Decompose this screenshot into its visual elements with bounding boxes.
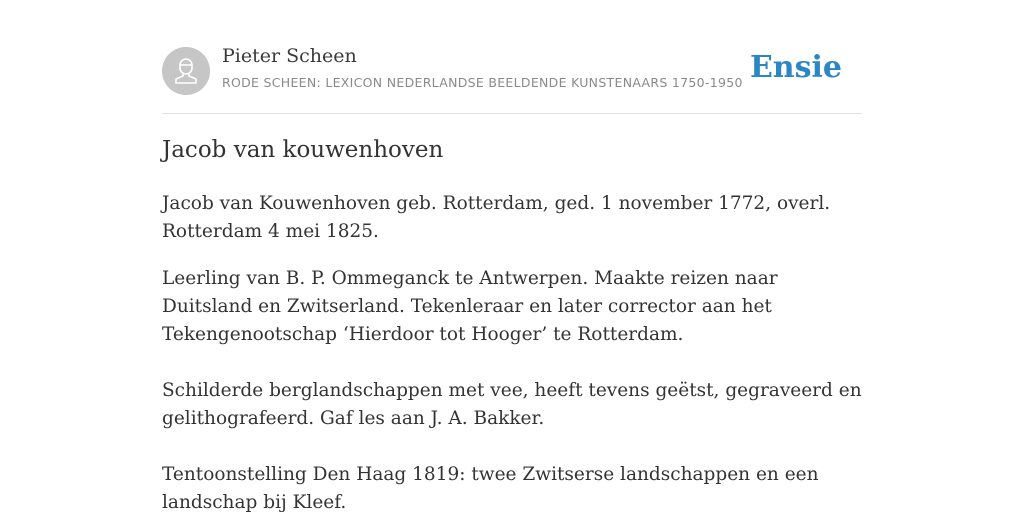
article-paragraph: Schilderde berglandschappen met vee, heeft tevens geëtst, gegraveerd en gelithografeerd. Gaf les aan J. A. Bakker. (162, 380, 862, 429)
article-paragraph: Leerling van B. P. Ommeganck te Antwerpen. Maakte reizen naar Duitsland en Zwitserland. Tekenleraar en later corrector aan het Tekengenootschap ‘Hierdoor tot Hooger’ te Rotterdam. (162, 268, 778, 345)
article-paragraph: Jacob van Kouwenhoven geb. Rotterdam, ged. 1 november 1772, overl. Rotterdam 4 mei 1825. (162, 193, 831, 242)
ensie-logo[interactable]: Ensie (749, 50, 842, 85)
article-title: Jacob van kouwenhoven (162, 137, 444, 163)
source-name[interactable]: RODE SCHEEN: LEXICON NEDERLANDSE BEELDENDE KUNSTENAARS 1750-1950 (222, 75, 743, 90)
article-container (162, 0, 862, 512)
author-avatar[interactable] (162, 47, 210, 95)
author-name[interactable]: Pieter Scheen (222, 45, 357, 67)
user-icon (162, 47, 210, 95)
article-header (162, 0, 862, 114)
article-paragraph: Tentoonstelling Den Haag 1819: twee Zwitserse landschappen en een landschap bij Kleef. (162, 464, 819, 512)
